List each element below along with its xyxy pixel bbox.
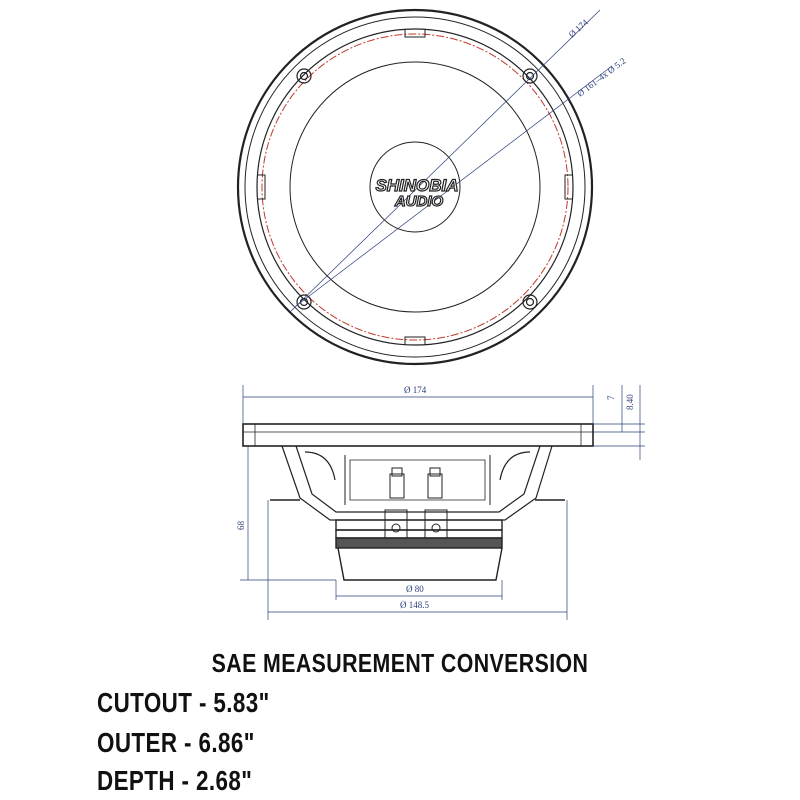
terminals [385, 468, 447, 538]
brand-logo [375, 176, 458, 210]
cutout-spec: CUTOUT - 5.83" [97, 687, 270, 718]
logo-line-2: AUDIO [394, 193, 444, 210]
top-outer-diameter-label: Ø 174 [566, 17, 590, 40]
depth-spec: DEPTH - 2.68" [97, 765, 253, 796]
flange-total-label: 8.40 [625, 394, 635, 410]
logo-line-1: SHINOBIA [375, 176, 459, 195]
depth-dimension-label: 68 [236, 521, 246, 530]
cutout-diameter-label: Ø 148.5 [400, 600, 429, 610]
side-dimension-lines [240, 385, 645, 620]
basket [270, 446, 565, 520]
flange [243, 424, 593, 446]
side-view [243, 424, 593, 580]
top-dimension-lines [290, 10, 612, 312]
flange-thickness-label: 7 [606, 395, 616, 400]
top-hole-diameter-label: Ø 161–4x Ø 5.2 [575, 55, 628, 99]
side-outer-diameter-label: Ø 174 [404, 385, 427, 395]
magnet [336, 520, 502, 580]
top-view [238, 10, 612, 364]
outer-spec: OUTER - 6.86" [97, 727, 255, 758]
magnet-diameter-label: Ø 80 [406, 584, 424, 594]
conversion-heading: SAE MEASUREMENT CONVERSION [211, 648, 589, 678]
